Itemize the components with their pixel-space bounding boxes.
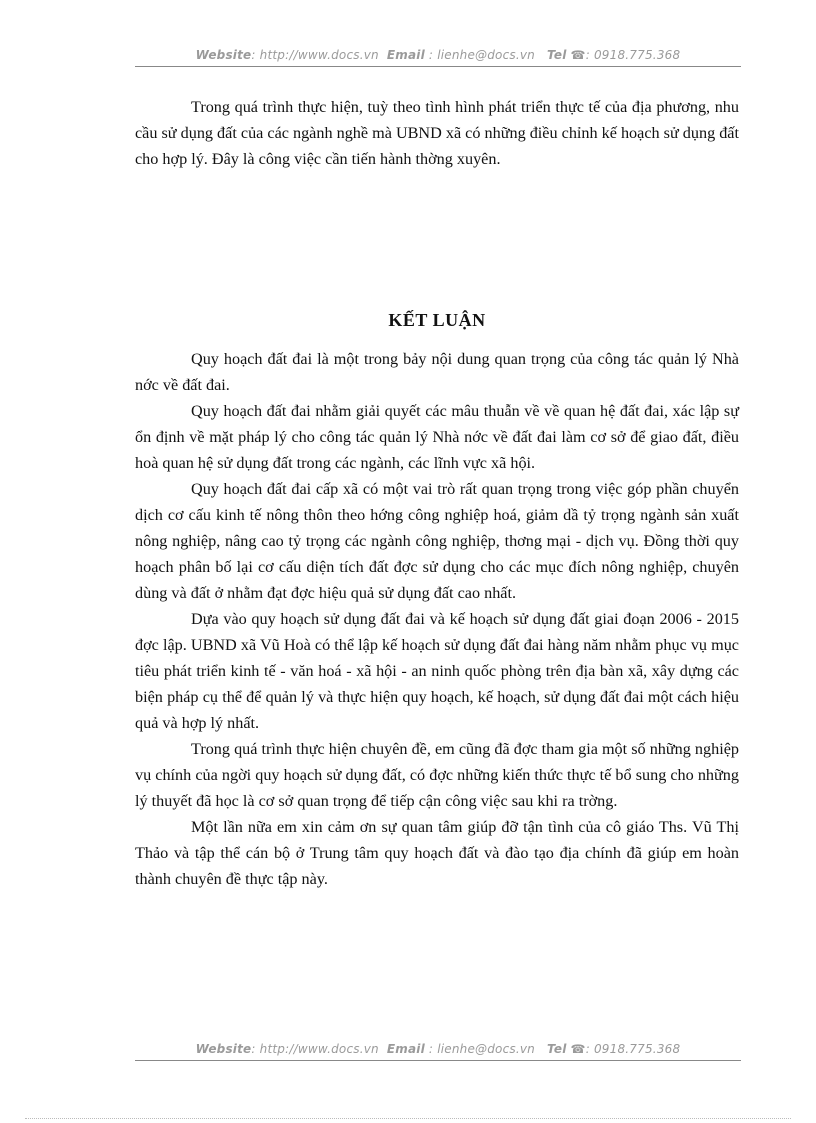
phone-icon: ☎	[570, 48, 586, 62]
intro-paragraph: Trong quá trình thực hiện, tuỳ theo tình hình phát triển thực tế của địa phương, nhu cầu sử dụng đất của các ngành nghề mà UBND xã có những điều chỉnh kế hoạch sử dụng đất cho hợp lý. Đây là công việc cần tiến hành thờng xuyên.	[135, 98, 739, 168]
footer-website-link[interactable]: : http://www.docs.vn	[251, 1042, 379, 1056]
conclusion-paragraph-5: Trong quá trình thực hiện chuyên đề, em cũng đã đợc tham gia một số những nghiệp vụ chính của ngời quy hoạch sử dụng đất, có đợc những kiến thức thực tế bổ sung cho những lý thuyết đã học là cơ sở quan trọng để tiếp cận công việc sau khi ra trờng.	[135, 740, 739, 810]
header-tel-value: : 0918.775.368	[585, 48, 681, 62]
conclusion-title: KẾT LUẬN	[388, 310, 486, 330]
page-header	[135, 48, 741, 62]
conclusion-body	[135, 346, 739, 892]
phone-icon: ☎	[570, 1042, 586, 1056]
footer-email-label: Email	[386, 1042, 425, 1056]
footer-tel-value: : 0918.775.368	[585, 1042, 681, 1056]
footer-rule	[135, 1060, 741, 1061]
header-website-label: Website	[195, 48, 252, 62]
footer-email-link[interactable]: : lienhe@docs.vn	[424, 1042, 535, 1056]
page-footer	[135, 1042, 741, 1056]
header-tel-label: Tel	[547, 48, 567, 62]
conclusion-paragraph-4: Dựa vào quy hoạch sử dụng đất đai và kế hoạch sử dụng đất giai đoạn 2006 - 2015 đợc lập. UBND xã Vũ Hoà có thể lập kế hoạch sử dụng đất đai hàng năm nhằm phục vụ mục tiêu phát triển kinh tế - văn hoá - xã hội - an ninh quốc phòng trên địa bàn xã, xây dựng các biện pháp cụ thể để quản lý và thực hiện quy hoạch, kế hoạch, sử dụng đất đai một cách hiệu quả và hợp lý nhất.	[135, 610, 739, 732]
footer-tel-label: Tel	[547, 1042, 567, 1056]
page-bottom-rule	[25, 1118, 791, 1119]
header-email-link[interactable]: : lienhe@docs.vn	[424, 48, 535, 62]
footer-website-label: Website	[195, 1042, 252, 1056]
conclusion-paragraph-3: Quy hoạch đất đai cấp xã có một vai trò rất quan trọng trong việc góp phần chuyển dịch cơ cấu kinh tế nông thôn theo hớng công nghiệp hoá, giảm dầ tỷ trọng ngành sản xuất nông nghiệp, nâng cao tỷ trọng các ngành công nghiệp, thơng mại - dịch vụ. Đồng thời quy hoạch phân bố lại cơ cấu diện tích đất đợc sử dụng cho các mục đích nông nghiệp, chuyên dùng và đất ở nhằm đạt đợc hiệu quả sử dụng đất cao nhất.	[135, 480, 739, 602]
intro-section	[135, 94, 739, 172]
conclusion-paragraph-6: Một lần nữa em xin cảm ơn sự quan tâm giúp đỡ tận tình của cô giáo Ths. Vũ Thị Thảo và tập thể cán bộ ở Trung tâm quy hoạch đất và đào tạo địa chính đã giúp em hoàn thành chuyên đề thực tập này.	[135, 818, 739, 888]
header-rule	[135, 66, 741, 67]
header-email-label: Email	[386, 48, 425, 62]
header-website-link[interactable]: : http://www.docs.vn	[251, 48, 379, 62]
conclusion-paragraph-1: Quy hoạch đất đai là một trong bảy nội dung quan trọng của công tác quản lý Nhà nớc về đất đai.	[135, 350, 739, 394]
conclusion-paragraph-2: Quy hoạch đất đai nhằm giải quyết các mâu thuẫn về về quan hệ đất đai, xác lập sự ổn định về mặt pháp lý cho công tác quản lý Nhà nớc về đất đai làm cơ sở để giao đất, điều hoà quan hệ sử dụng đất trong các ngành, các lĩnh vực xã hội.	[135, 402, 739, 472]
